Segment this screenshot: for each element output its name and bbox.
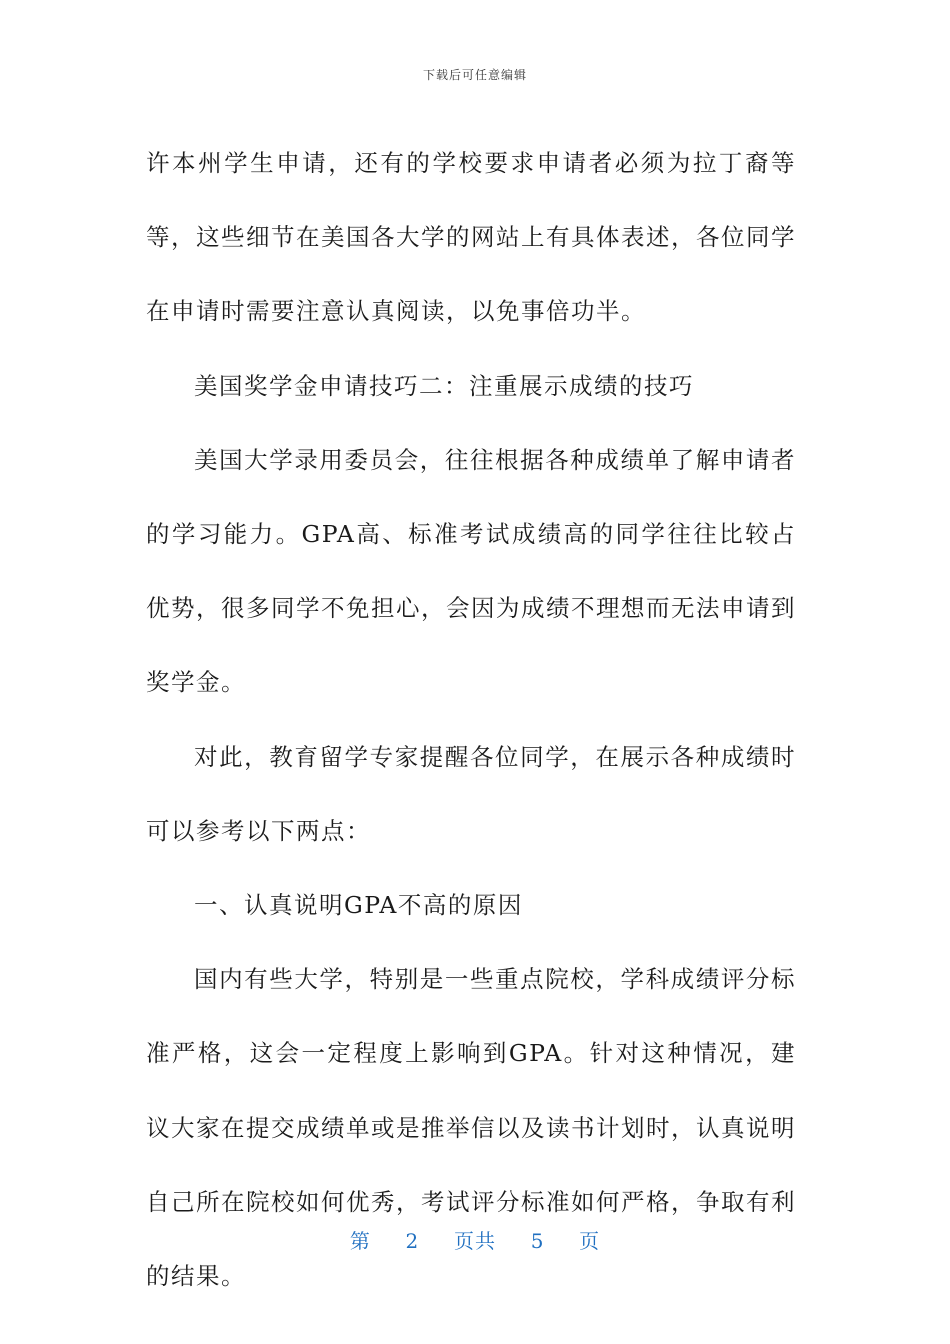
- paragraph: 美国大学录用委员会，往往根据各种成绩单了解申请者的学习能力。GPA高、标准考试成绩高的同学往往比较占优势，很多同学不免担心，会因为成绩不理想而无法申请到奖学金。: [146, 445, 796, 697]
- current-page-number: 2: [405, 1229, 420, 1253]
- paragraph: 国内有些大学，特别是一些重点院校，学科成绩评分标准严格，这会一定程度上影响到GPA。针对这种情况，建议大家在提交成绩单或是推举信以及读书计划时，认真说明自己所在院校如何优秀，考试评分标准如何严格，争取有利的结果。: [146, 965, 796, 1291]
- page-label-mid: 页共: [454, 1229, 496, 1253]
- page-number-footer: [0, 1225, 950, 1254]
- download-note: 下载后可任意编辑: [422, 68, 527, 82]
- paragraph: 许本州学生申请，还有的学校要求申请者必须为拉丁裔等等，这些细节在美国各大学的网站上有具体表述，各位同学在申请时需要注意认真阅读，以免事倍功半。: [146, 149, 796, 326]
- page-label-suffix: 页: [579, 1229, 601, 1253]
- paragraph: 对此，教育留学专家提醒各位同学，在展示各种成绩时可以参考以下两点：: [146, 742, 796, 845]
- list-item-heading: 一、认真说明GPA不高的原因: [194, 891, 523, 920]
- total-pages-number: 5: [530, 1229, 545, 1253]
- document-body: [146, 126, 796, 1313]
- section-heading: 美国奖学金申请技巧二：注重展示成绩的技巧: [194, 371, 694, 400]
- page-label-prefix: 第: [349, 1229, 371, 1253]
